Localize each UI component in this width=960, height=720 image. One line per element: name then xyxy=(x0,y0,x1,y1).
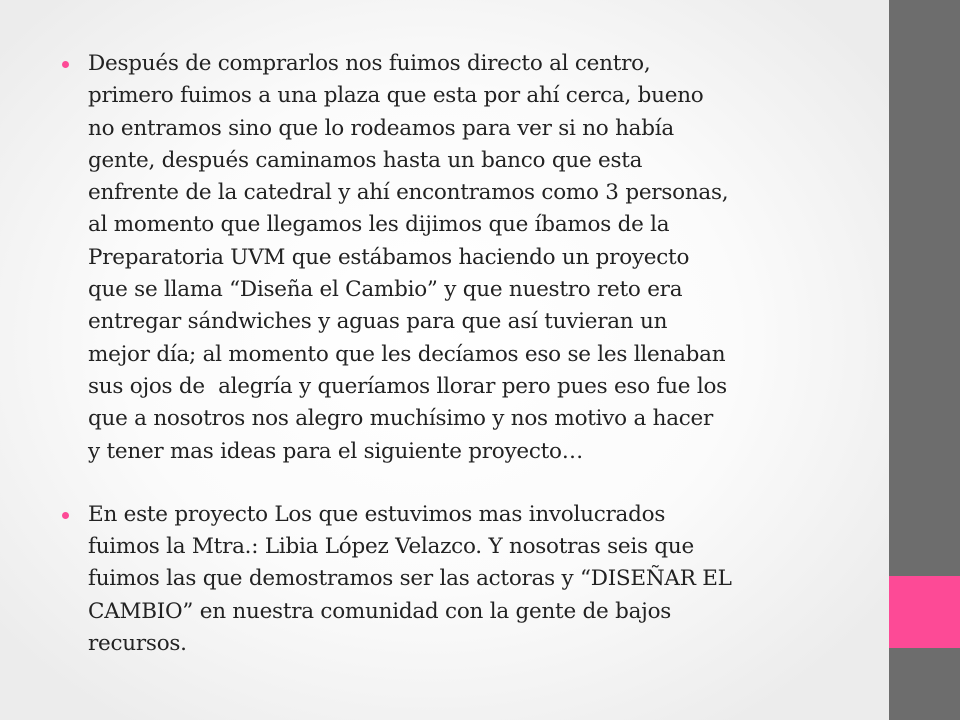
bullet-text xyxy=(88,48,862,468)
text-line: enfrente de la catedral y ahí encontramos como 3 personas, xyxy=(88,180,729,206)
accent-block xyxy=(889,576,960,648)
text-line: Después de comprarlos nos fuimos directo al centro, xyxy=(88,51,651,76)
bullet-text xyxy=(88,499,862,660)
text-line: gente, después caminamos hasta un banco que esta xyxy=(88,147,643,173)
text-line: Preparatoria UVM que estábamos haciendo un proyecto xyxy=(88,244,690,270)
slide-content xyxy=(62,48,862,660)
text-line: primero fuimos a una plaza que esta por ahí cerca, bueno xyxy=(88,83,704,109)
text-line: En este proyecto Los que estuvimos mas involucrados xyxy=(88,501,666,527)
text-line: al momento que llegamos les dijimos que íbamos de la xyxy=(88,212,670,238)
text-line: recursos. xyxy=(88,631,187,657)
text-line: no entramos sino que lo rodeamos para ver si no había xyxy=(88,115,674,141)
text-line: y tener mas ideas para el siguiente proyecto… xyxy=(88,438,583,464)
text-line: entregar sándwiches y aguas para que así tuvieran un xyxy=(88,309,668,335)
text-line: que se llama “Diseña el Cambio” y que nuestro reto era xyxy=(88,277,683,303)
bullet-item-1 xyxy=(62,48,862,468)
text-line: que a nosotros nos alegro muchísimo y nos motivo a hacer xyxy=(88,406,714,432)
bullet-item-2 xyxy=(62,499,862,660)
text-line: fuimos la Mtra.: Libia López Velazco. Y nosotras seis que xyxy=(88,534,694,560)
text-line: fuimos las que demostramos ser las actoras y “DISEÑAR EL xyxy=(88,566,732,592)
text-line: CAMBIO” en nuestra comunidad con la gente de bajos xyxy=(88,598,672,624)
bullet-dot-icon xyxy=(62,512,69,519)
bullet-dot-icon xyxy=(62,61,69,68)
text-line: sus ojos de alegría y queríamos llorar pero pues eso fue los xyxy=(88,373,727,399)
text-line: mejor día; al momento que les decíamos eso se les llenaban xyxy=(88,341,726,367)
